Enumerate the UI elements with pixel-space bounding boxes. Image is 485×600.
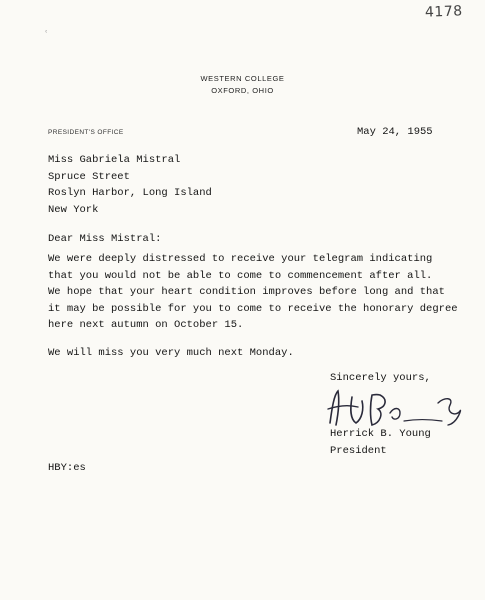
margin-mark: ʿ <box>45 30 48 40</box>
closing: Sincerely yours, <box>330 372 431 384</box>
salutation: Dear Miss Mistral: <box>48 233 162 245</box>
address-line: Roslyn Harbor, Long Island <box>48 187 212 199</box>
signer-title: President <box>330 444 387 457</box>
body-line: here next autumn on October 15. <box>48 319 244 331</box>
body-line: We were deeply distressed to receive your telegram indicating <box>48 253 433 265</box>
signer-name: Herrick B. Young <box>330 428 431 440</box>
archive-number: 4178 <box>424 3 463 21</box>
office-label: PRESIDENT'S OFFICE <box>48 129 124 136</box>
letterhead-location: OXFORD, OHIO <box>211 86 274 95</box>
body-line: that you would not be able to come to commencement after all. <box>48 269 433 282</box>
body-paragraph-1 <box>48 251 468 334</box>
letter-date: May 24, 1955 <box>357 126 433 138</box>
reference-initials: HBY:es <box>48 462 86 474</box>
body-paragraph-2: We will miss you very much next Monday. <box>48 347 294 359</box>
signer-block <box>330 426 431 459</box>
address-line: New York <box>48 203 99 216</box>
address-line: Spruce Street <box>48 170 130 183</box>
recipient-address <box>48 152 212 218</box>
address-line: Miss Gabriela Mistral <box>48 154 181 166</box>
body-line: it may be possible for you to come to receive the honorary degree <box>48 302 458 315</box>
body-line: We hope that your heart condition improves before long and that <box>48 286 445 298</box>
letterhead-institution: WESTERN COLLEGE <box>200 74 285 83</box>
